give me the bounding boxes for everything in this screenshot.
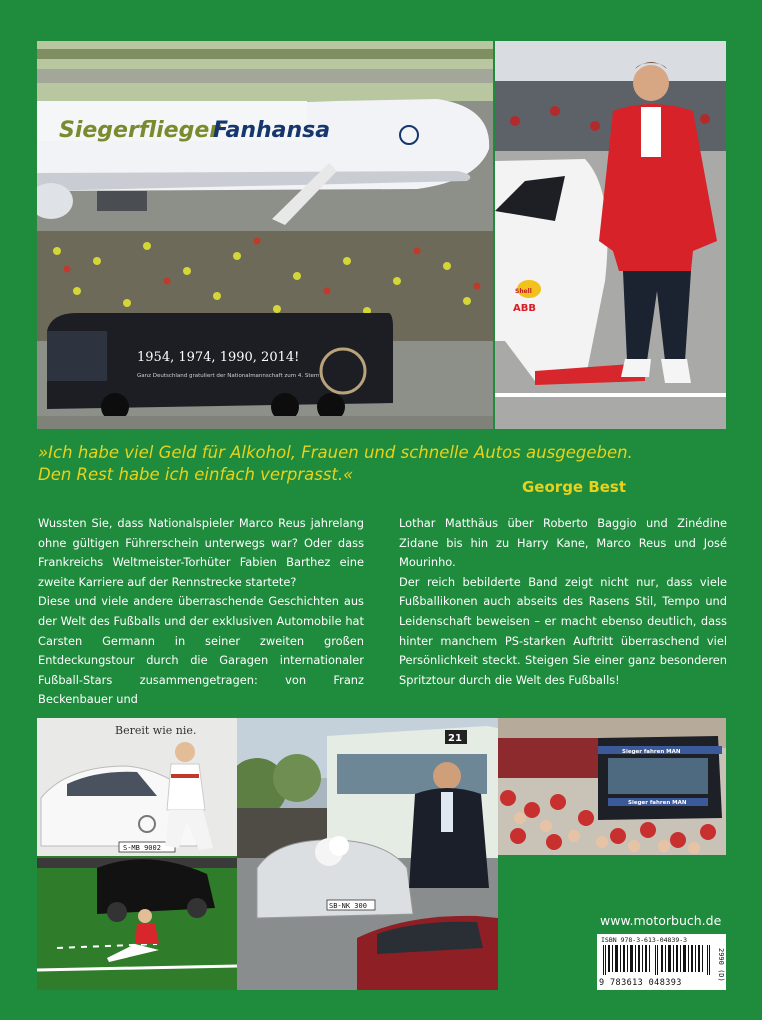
body-column-right — [399, 514, 727, 690]
barcode-digits: 9 783613 048393 — [599, 978, 682, 988]
ad-slogan: Bereit wie nie. — [115, 724, 197, 737]
photo-victory-bus — [498, 718, 726, 855]
bus-banner-2: Sieger fahren MAN — [628, 800, 687, 806]
photo-airplane-team-bus — [37, 41, 493, 429]
publisher-url[interactable]: www.motorbuch.de — [600, 913, 722, 928]
photo-mercedes-player — [37, 718, 237, 990]
barcode — [597, 934, 726, 990]
body-paragraph: Lothar Matthäus über Roberto Baggio und Zinédine Zidane bis hin zu Harry Kane, Marco Reus und José Mourinho. — [399, 516, 727, 570]
photo-driver-formula-e — [495, 41, 726, 429]
tram-number: 21 — [448, 733, 462, 744]
car-plate-smb: S-MB 9002 — [123, 844, 161, 852]
body-paragraph: Der reich bebilderte Band zeigt nicht nur, dass viele Fußballikonen auch abseits des Rasens Stil, Tempo und Leidenschaft beweisen – er macht ebenso deutlich, dass hinter manchem PS-starken Auftritt überraschend viel Persönlichkeit steckt. Steigen Sie einer ganz besonderen Spritztour durch die Welt des Fußballs! — [399, 574, 727, 687]
barcode-bars — [603, 945, 713, 975]
plane-livery-fanhansa: Fanhansa — [213, 118, 331, 143]
bus-tagline: Ganz Deutschland gratuliert der Nationalmannschaft zum 4. Stern. — [137, 373, 322, 379]
body-paragraph: Wussten Sie, dass Nationalspieler Marco Reus jahrelang ohne gültigen Führerschein unterwegs war? Oder dass Frankreichs Weltmeister-Torhüter Fabien Barthez eine zweite Karriere auf der Rennstrecke startete? — [38, 516, 364, 589]
car-sponsor-shell: Shell — [515, 288, 532, 295]
quote-line-2: Den Rest habe ich einfach verprasst.« — [38, 465, 354, 484]
price-text: 2990 (D) — [717, 948, 725, 982]
car-plate-sbnk: SB-NK 300 — [329, 902, 367, 910]
body-paragraph: Diese und viele andere überraschende Geschichten aus der Welt des Fußballs und der exklusiven Automobile hat Carsten Germann in seiner zweiten großen Entdeckungstour durch die Garagen internationaler Fußball-Stars zusammengetragen: von Franz Beckenbauer und — [38, 594, 364, 707]
isbn-text: ISBN 978-3-613-04839-3 — [601, 936, 688, 944]
bus-years: 1954, 1974, 1990, 2014! — [137, 350, 300, 365]
quote-line-1: »Ich habe viel Geld für Alkohol, Frauen und schnelle Autos ausgegeben. — [38, 443, 633, 462]
body-column-left — [38, 514, 364, 710]
bus-banner-1: Sieger fahren MAN — [622, 749, 681, 755]
quote-author: George Best — [522, 478, 627, 496]
car-sponsor-abb: ABB — [513, 303, 536, 314]
plane-livery-siegerflieger: Siegerflieger — [59, 118, 221, 143]
photo-parade-cabriolet — [237, 718, 498, 990]
